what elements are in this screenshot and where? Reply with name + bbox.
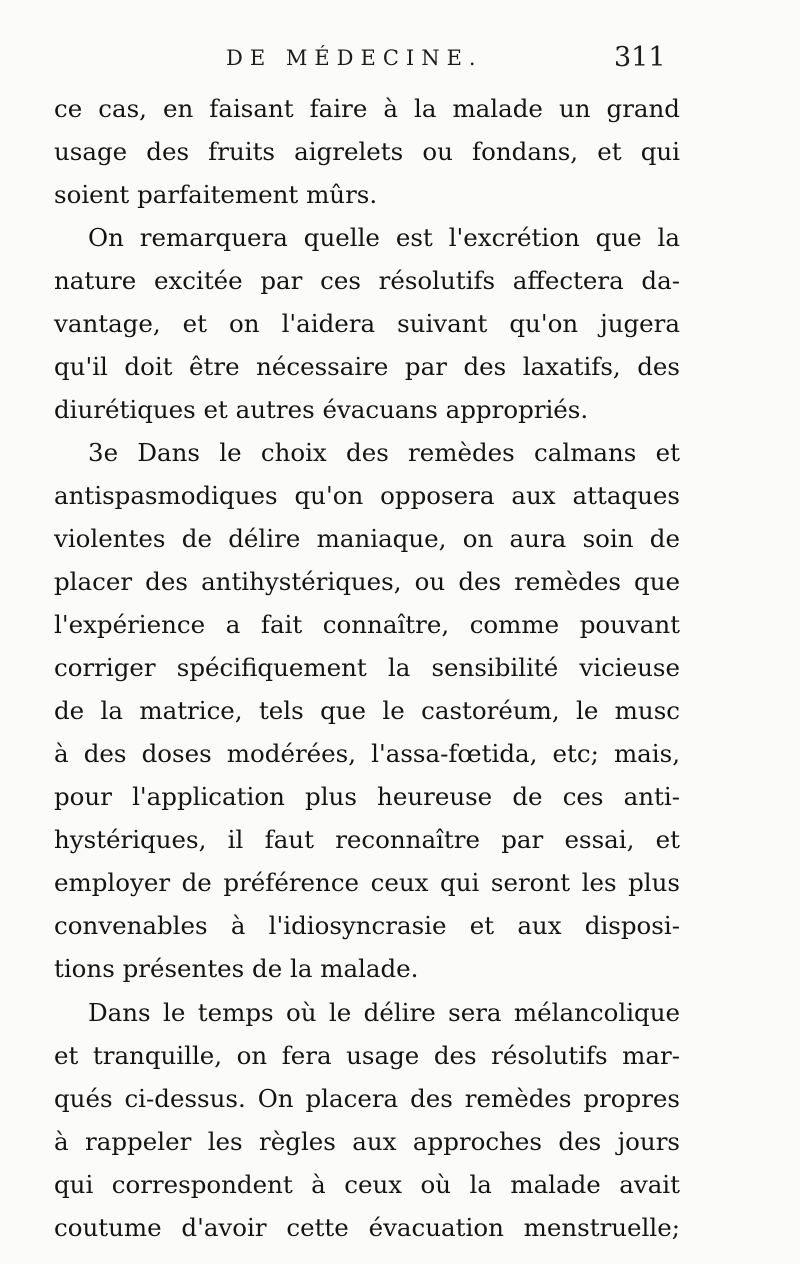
page-number: 311: [614, 42, 666, 73]
paragraph-start-line: 3e Dans le choix des remèdes calmans et: [88, 438, 680, 467]
text-line: convenables à l'idiosyncrasie et aux disposi-: [54, 911, 680, 940]
text-line: à rappeler les règles aux approches des jours: [54, 1127, 680, 1156]
paragraph-start-line: Dans le temps où le délire sera mélancolique: [88, 998, 680, 1027]
text-line: violentes de délire maniaque, on aura soin de: [54, 524, 680, 553]
text-line: de la matrice, tels que le castoréum, le musc: [54, 696, 680, 725]
text-line: l'expérience a fait connaître, comme pouvant: [54, 610, 680, 639]
text-line: ce cas, en faisant faire à la malade un grand: [54, 94, 680, 123]
text-line: employer de préférence ceux qui seront les plus: [54, 868, 680, 897]
text-line: à des doses modérées, l'assa-fœtida, etc; mais,: [54, 739, 680, 768]
text-line: qués ci-dessus. On placera des remèdes propres: [54, 1084, 680, 1113]
body-text: [54, 87, 680, 1249]
text-line: usage des fruits aigrelets ou fondans, et qui: [54, 137, 680, 166]
running-title: DE MÉDECINE.: [226, 46, 483, 70]
text-line: pour l'application plus heureuse de ces anti-: [54, 782, 680, 811]
running-head: [0, 42, 800, 82]
text-line: et tranquille, on fera usage des résolutifs mar-: [54, 1041, 680, 1070]
text-line: hystériques, il faut reconnaître par essai, et: [54, 825, 680, 854]
text-line: vantage, et on l'aidera suivant qu'on jugera: [54, 309, 680, 338]
text-line: placer des antihystériques, ou des remèdes que: [54, 567, 680, 596]
text-line: coutume d'avoir cette évacuation menstruelle;: [54, 1213, 680, 1242]
text-line: diurétiques et autres évacuans appropriés.: [54, 395, 589, 424]
text-line: qu'il doit être nécessaire par des laxatifs, des: [54, 352, 680, 381]
text-line: corriger spécifiquement la sensibilité vicieuse: [54, 653, 680, 682]
text-line: tions présentes de la malade.: [54, 954, 419, 983]
text-line: qui correspondent à ceux où la malade avait: [54, 1170, 680, 1199]
text-line: nature excitée par ces résolutifs affectera da-: [54, 266, 680, 295]
text-line: antispasmodiques qu'on opposera aux attaques: [54, 481, 680, 510]
text-line: soient parfaitement mûrs.: [54, 180, 378, 209]
paragraph-start-line: On remarquera quelle est l'excrétion que la: [88, 223, 680, 252]
